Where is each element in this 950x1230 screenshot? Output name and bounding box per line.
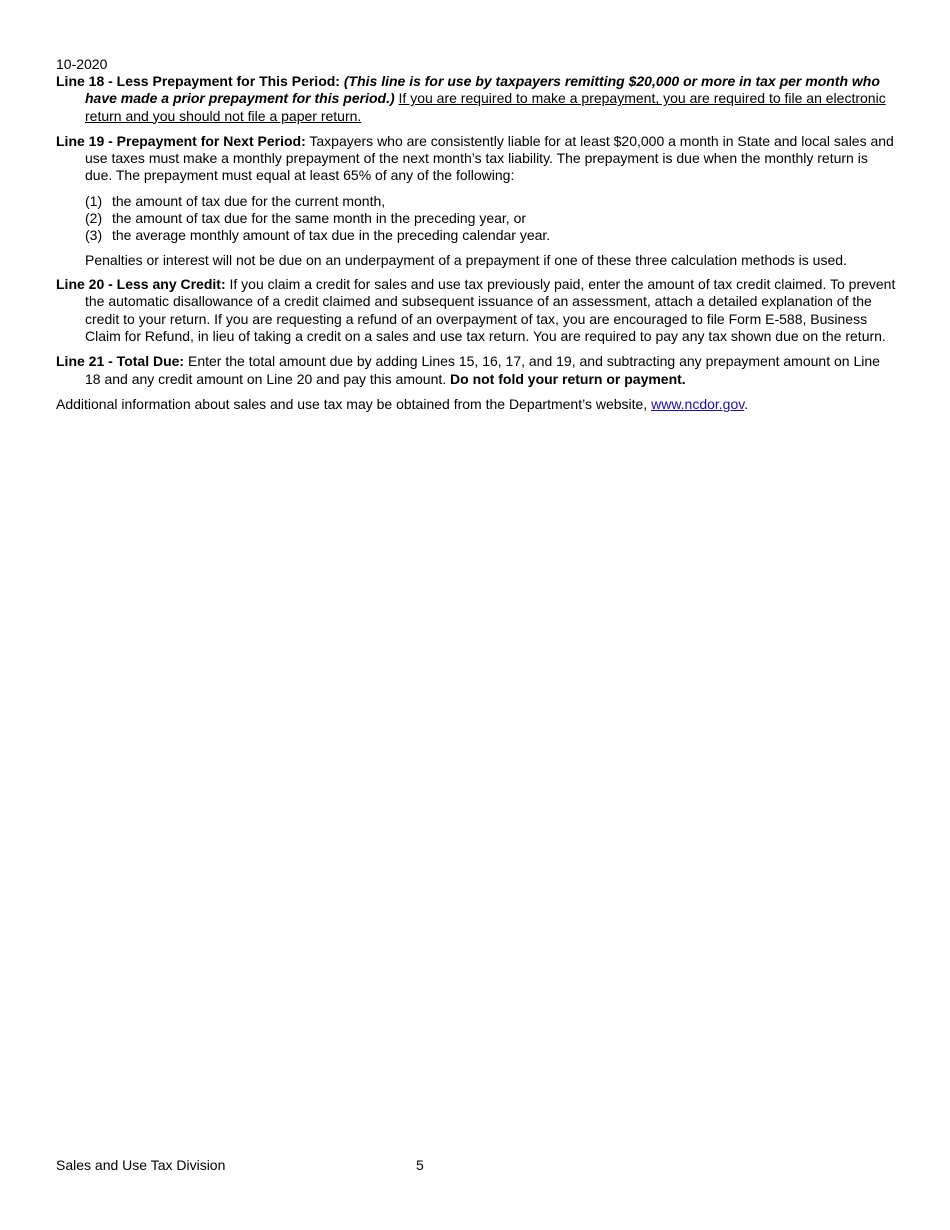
line-20-label: Line 20 - Less any Credit:	[56, 276, 226, 293]
list-item-number: (3)	[85, 226, 103, 243]
line-21-warning: Do not fold your return or payment.	[450, 370, 686, 387]
line-20-text: If you claim a credit for sales and use tax previously paid, enter the amount of tax credit claimed. To prevent the automatic disallowance of a credit claimed and subsequent issuance of an assessment, attach a detailed explanation of the credit to your return. If you are requesting a refund of an overpayment of tax, you are encouraged to file Form E-588, Business Claim for Refund, in lieu of taking a credit on a sales and use tax return. You are required to pay any tax shown due on the return.	[85, 276, 896, 344]
line-19-text: Taxpayers who are consistently liable for at least $20,000 a month in State and local sales and use taxes must make a monthly prepayment of the next month’s tax liability. The prepayment is due when the monthly return is due. The prepayment must equal at least 65% of any of the following:	[85, 132, 894, 184]
prepayment-methods-list	[85, 193, 896, 244]
list-item-text: the amount of tax due for the same month in the preceding year, or	[112, 209, 527, 226]
list-item-text: the average monthly amount of tax due in the preceding calendar year.	[112, 226, 551, 243]
additional-info-end: .	[744, 395, 749, 412]
line-19-paragraph	[56, 133, 896, 185]
line-21-paragraph	[56, 353, 896, 388]
list-item-text: the amount of tax due for the current month,	[112, 192, 386, 209]
line-19-label: Line 19 - Prepayment for Next Period:	[56, 132, 306, 149]
list-item	[85, 193, 896, 210]
footer-division: Sales and Use Tax Division	[56, 1157, 226, 1173]
line-18-note: (This line is for use by taxpayers remitting $20,000 or more in tax per month who have made a prior prepayment for this period.)	[85, 73, 880, 107]
line-18-paragraph	[56, 73, 896, 125]
list-item-number: (2)	[85, 209, 103, 226]
line-18-requirement: If you are required to make a prepayment, you are required to file an electronic return and you should not file a paper return.	[85, 90, 886, 124]
list-item	[85, 227, 896, 244]
list-item-number: (1)	[85, 192, 103, 209]
revision-date: 10-2020	[56, 56, 108, 72]
document-page	[56, 56, 896, 421]
line-18-label: Line 18 - Less Prepayment for This Period:	[56, 73, 340, 89]
line-21-label: Line 21 - Total Due:	[56, 353, 185, 370]
list-item	[85, 210, 896, 227]
line-21-text: Enter the total amount due by adding Lines 15, 16, 17, and 19, and subtracting any prepayment amount on Line 18 and any credit amount on Line 20 and pay this amount.	[85, 353, 880, 387]
line-20-paragraph	[56, 276, 896, 345]
ncdor-website-link[interactable]: www.ncdor.gov	[651, 395, 745, 412]
page-number: 5	[416, 1157, 424, 1173]
additional-info	[56, 396, 896, 413]
additional-info-text: Additional information about sales and use tax may be obtained from the Department’s website,	[56, 395, 648, 412]
penalty-note: Penalties or interest will not be due on an underpayment of a prepayment if one of these three calculation methods is used.	[85, 251, 847, 268]
